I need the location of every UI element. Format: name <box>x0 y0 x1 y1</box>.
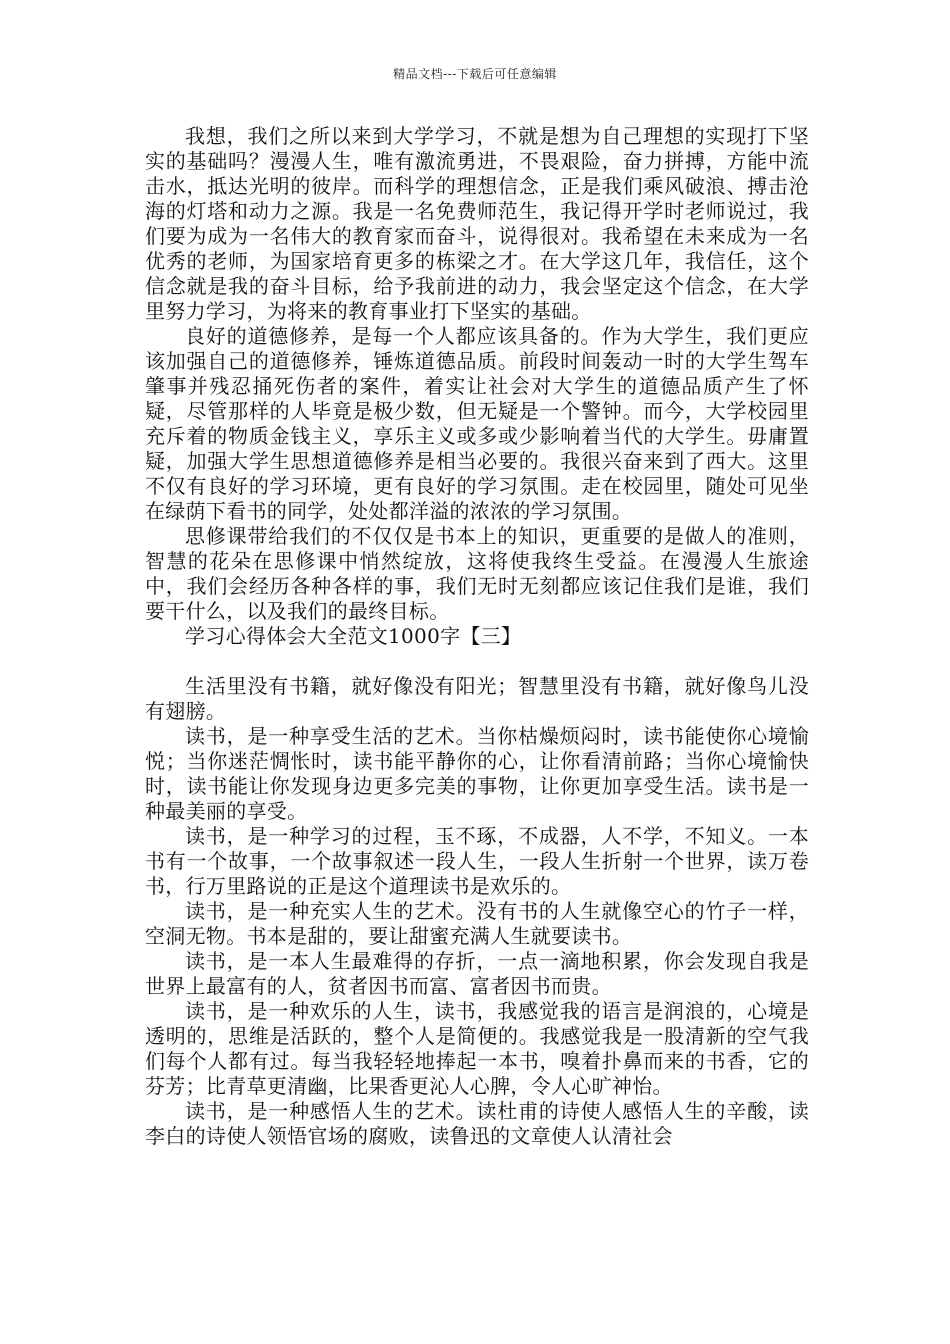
paragraph: 读书，是一种享受生活的艺术。当你枯燥烦闷时，读书能使你心境愉悦；当你迷茫惆怅时，读书能平静你的心，让你看清前路；当你心境愉快时，读书能让你发现身边更多完美的事物，让你更加享受生活。读书是一种最美丽的享受。 <box>145 724 809 823</box>
paragraph: 读书，是一种充实人生的艺术。没有书的人生就像空心的竹子一样，空洞无物。书本是甜的，要让甜蜜充满人生就要读书。 <box>145 899 809 948</box>
document-body <box>145 124 809 1149</box>
paragraph: 生活里没有书籍，就好像没有阳光；智慧里没有书籍，就好像鸟儿没有翅膀。 <box>145 674 809 723</box>
paragraph: 思修课带给我们的不仅仅是书本上的知识，更重要的是做人的准则，智慧的花朵在思修课中悄然绽放，这将使我终生受益。在漫漫人生旅途中，我们会经历各种各样的事，我们无时无刻都应该记住我们是谁，我们要干什么，以及我们的最终目标。 <box>145 524 809 623</box>
section-heading: 学习心得体会大全范文1000字【三】 <box>185 624 522 648</box>
paragraph: 良好的道德修养，是每一个人都应该具备的。作为大学生，我们更应该加强自己的道德修养，锤炼道德品质。前段时间轰动一时的大学生驾车肇事并残忍捅死伤者的案件，着实让社会对大学生的道德品质产生了怀疑，尽管那样的人毕竟是极少数，但无疑是一个警钟。而今，大学校园里充斥着的物质金钱主义，享乐主义或多或少影响着当代的大学生。毋庸置疑，加强大学生思想道德修养是相当必要的。我很兴奋来到了西大。这里不仅有良好的学习环境，更有良好的学习氛围。走在校园里，随处可见坐在绿荫下看书的同学，处处都洋溢的浓浓的学习氛围。 <box>145 324 809 523</box>
paragraph: 读书，是一种欢乐的人生，读书，我感觉我的语言是润浪的，心境是透明的，思维是活跃的，整个人是简便的。我感觉我是一股清新的空气我们每个人都有过。每当我轻轻地捧起一本书，嗅着扑鼻而来的书香，它的芬芳；比青草更清幽，比果香更沁人心脾，令人心旷神怡。 <box>145 999 809 1098</box>
blank-line <box>145 649 809 674</box>
paragraph: 读书，是一种感悟人生的艺术。读杜甫的诗使人感悟人生的辛酸，读李白的诗使人领悟官场的腐败，读鲁迅的文章使人认清社会 <box>145 1099 809 1148</box>
page-header: 精品文档---下载后可任意编辑 <box>393 67 557 81</box>
paragraph: 我想，我们之所以来到大学学习，不就是想为自己理想的实现打下坚实的基础吗？漫漫人生，唯有激流勇进，不畏艰险，奋力拼搏，方能中流击水，抵达光明的彼岸。而科学的理想信念，正是我们乘风破浪、搏击沧海的灯塔和动力之源。我是一名免费师范生，我记得开学时老师说过，我们要为成为一名伟大的教育家而奋斗，说得很对。我希望在未来成为一名优秀的老师，为国家培育更多的栋梁之才。在大学这几年，我信任，这个信念就是我的奋斗目标，给予我前进的动力，我会坚定这个信念，在大学里努力学习，为将来的教育事业打下坚实的基础。 <box>145 124 809 323</box>
paragraph: 读书，是一种学习的过程，玉不琢，不成器，人不学，不知义。一本书有一个故事，一个故事叙述一段人生，一段人生折射一个世界，读万卷书，行万里路说的正是这个道理读书是欢乐的。 <box>145 824 809 898</box>
paragraph: 读书，是一本人生最难得的存折，一点一滴地积累，你会发现自我是世界上最富有的人，贫者因书而富、富者因书而贵。 <box>145 949 809 998</box>
